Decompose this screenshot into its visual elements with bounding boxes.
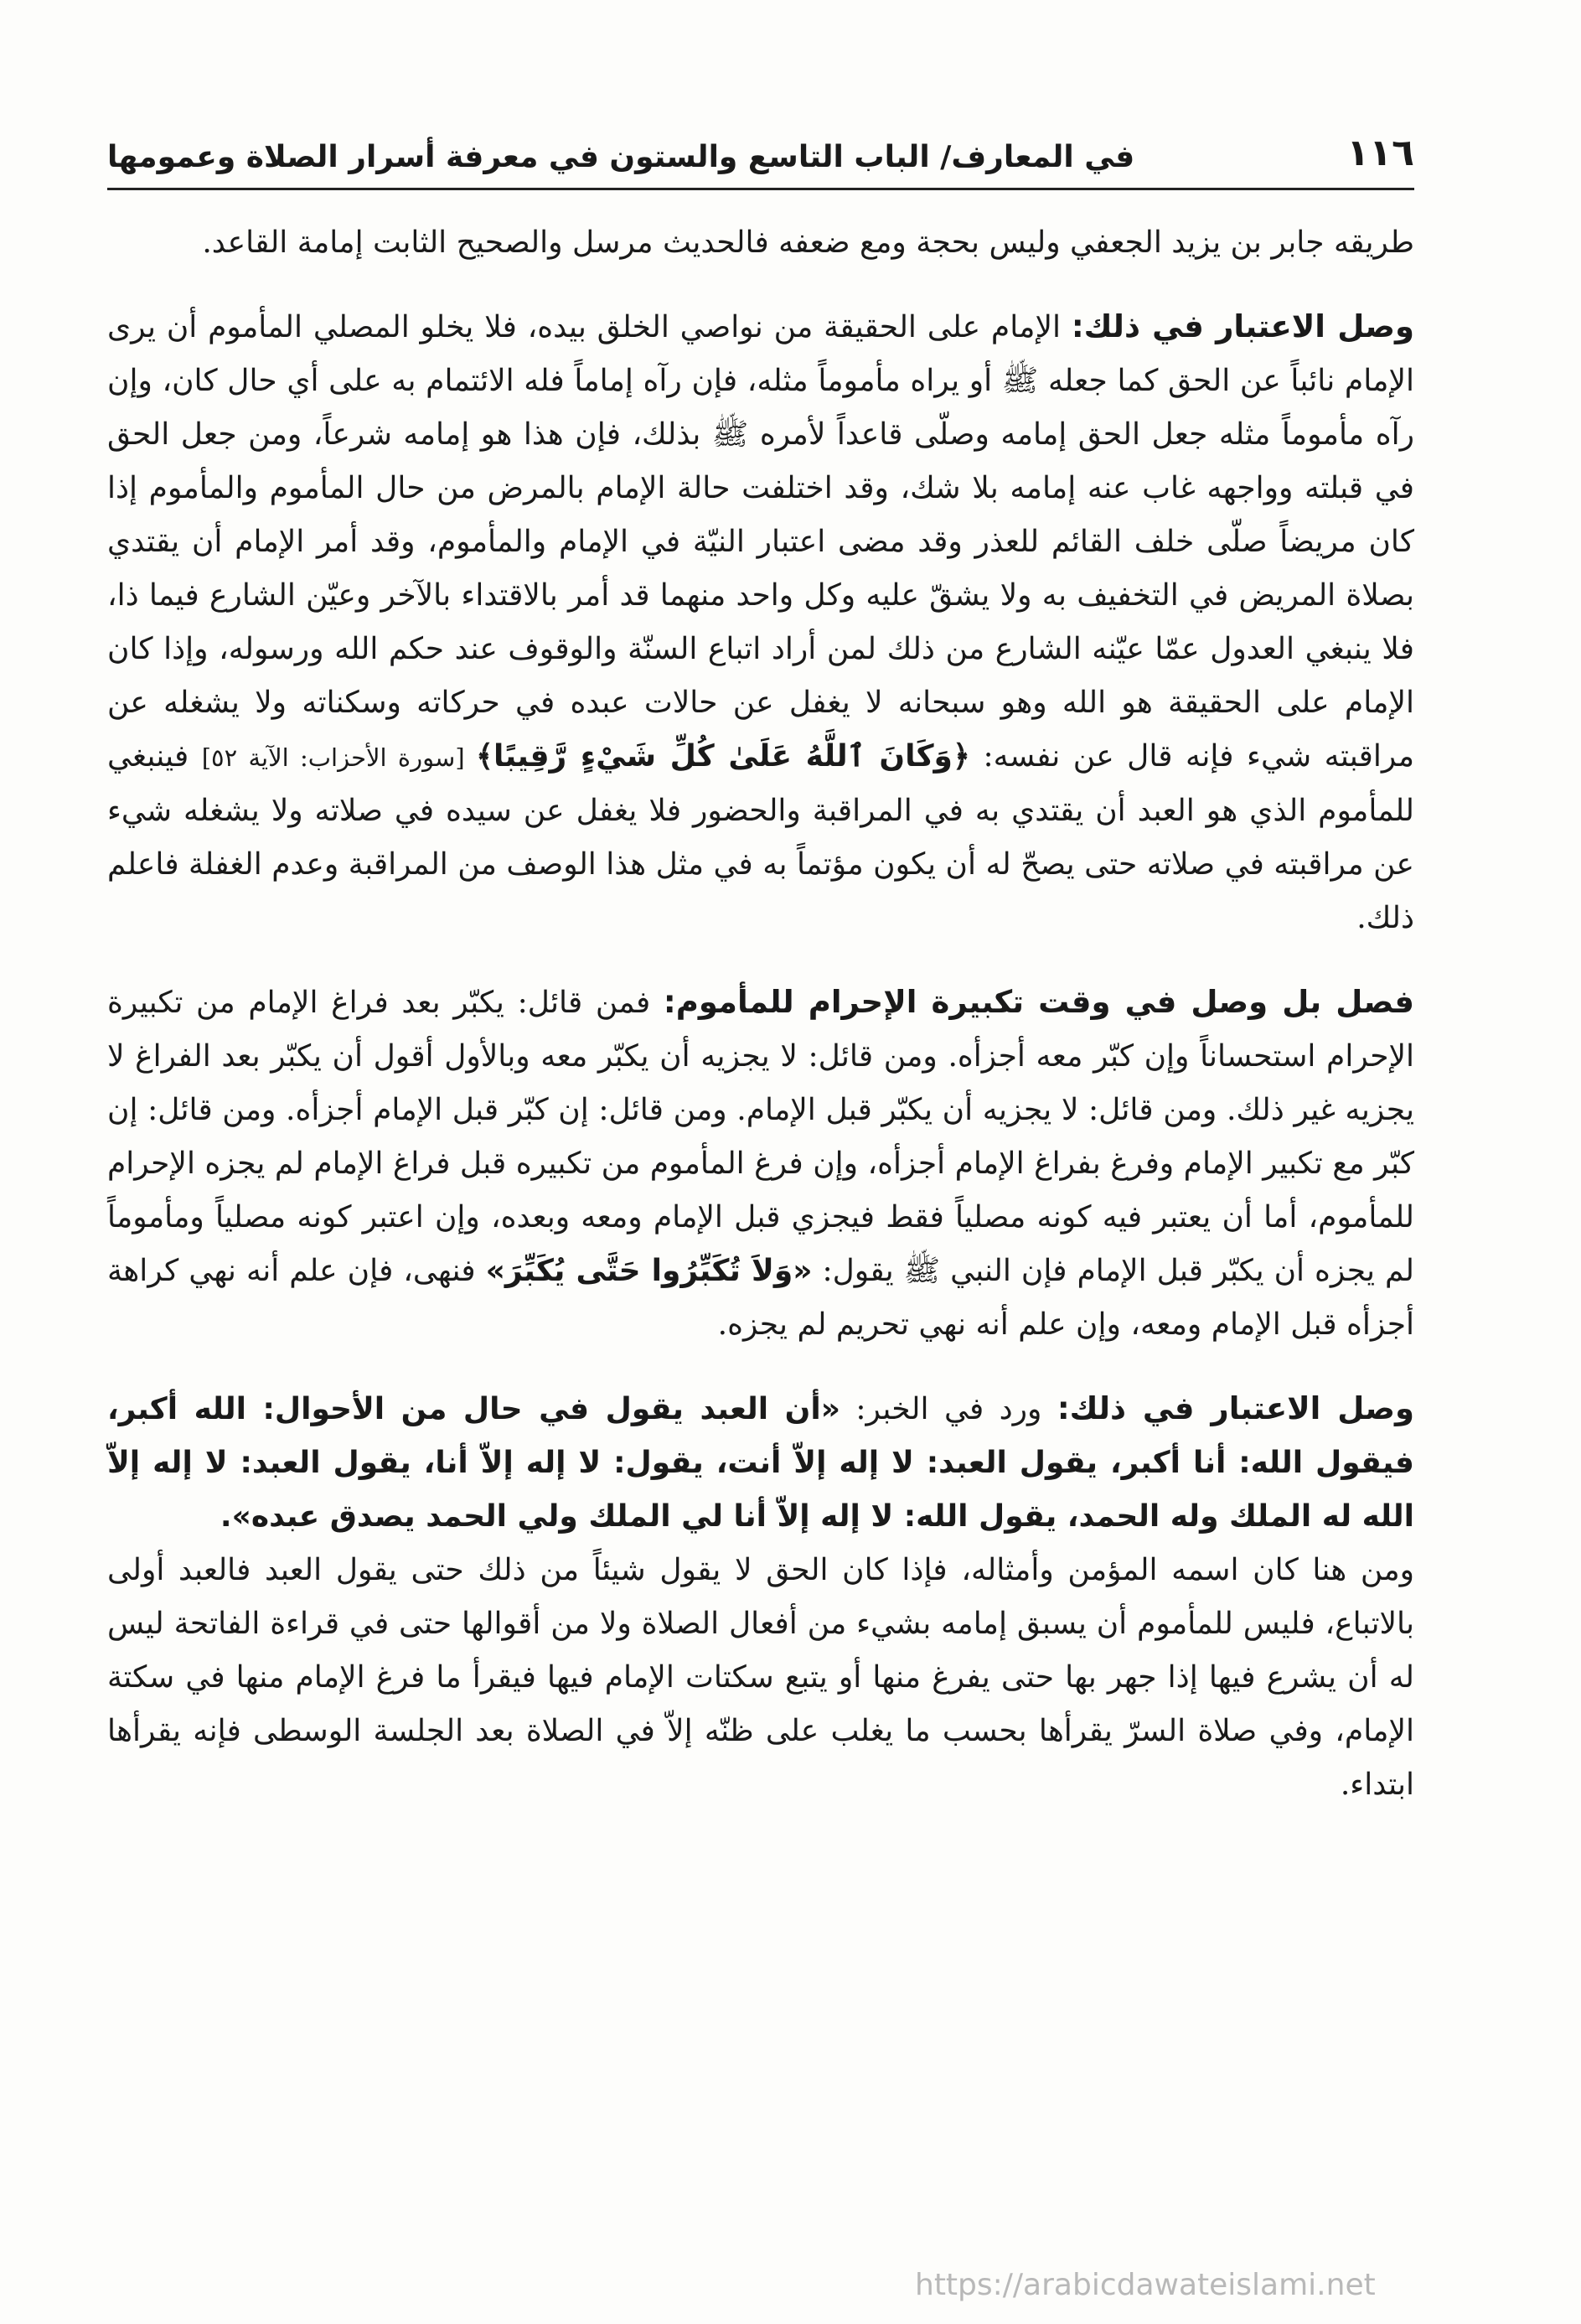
- paragraph-text: فينبغي للمأموم الذي هو العبد أن يقتدي به في المراقبة والحضور فلا يغفل عن سيده في صلاته ولا يشغله شيء عن مراقبته في صلاته حتى يصحّ له أن يكون مؤتماً به في مثل هذا الوصف من المراقبة وعدم الغفلة فاعلم ذلك.: [107, 739, 1414, 935]
- header-divider: [107, 188, 1414, 190]
- paragraph-3: [107, 976, 1414, 1352]
- paragraph-text: فمن قائل: يكبّر بعد فراغ الإمام من تكبيرة الإحرام استحساناً وإن كبّر معه أجزأه. ومن قائل: لا يجزيه أن يكبّر معه وبالأول أقول أن يكبّر بعد الفراغ لا يجزيه غير ذلك. ومن قائل: لا يجزيه أن يكبّر قبل الإمام. ومن قائل: إن كبّر قبل الإمام أجزأه. ومن قائل: إن كبّر مع تكبير الإمام وفرغ بفراغ الإمام أجزأه، وإن فرغ المأموم من تكبيره قبل فراغ الإمام لم يجزه الإحرام للمأموم، أما أن يعتبر فيه كونه مصلياً فقط فيجزي قبل الإمام ومعه وبعده، وإن اعتبر كونه مصلياً ومأموماً لم يجزه أن يكبّر قبل الإمام فإن النبي ﷺ يقول:: [107, 986, 1414, 1288]
- body-text: [107, 216, 1414, 1812]
- section-heading: وصل الاعتبار في ذلك:: [1071, 308, 1415, 344]
- paragraph-1: [107, 216, 1414, 270]
- quran-verse: ﴿وَكَانَ ٱللَّهُ عَلَىٰ كُلِّ شَيْءٍ رَّقِيبًا﴾: [475, 739, 971, 774]
- paragraph-text: فنهى، فإن علم أنه نهي كراهة أجزأه قبل الإمام ومعه، وإن علم أنه نهي تحريم لم يجزه.: [107, 1254, 1414, 1342]
- verse-reference: [سورة الأحزاب: الآية ٥٢]: [201, 743, 476, 772]
- page-number: ١١٦: [1346, 132, 1414, 174]
- watermark-url: https://arabicdawateislami.net: [915, 2268, 1376, 2302]
- paragraph-5: [107, 1544, 1414, 1812]
- section-heading: فصل بل وصل في وقت تكبيرة الإحرام للمأموم:: [663, 984, 1415, 1020]
- paragraph-text: طريقه جابر بن يزيد الجعفي وليس بحجة ومع ضعفه فالحديث مرسل والصحيح الثابت إمامة القاعد.: [202, 225, 1414, 260]
- hadith-quote: «أن العبد يقول في حال من الأحوال: الله أكبر، فيقول الله: أنا أكبر، يقول العبد: لا إله إلاّ أنت، يقول: لا إله إلاّ أنا، يقول العبد: لا إله إلاّ الله له الملك وله الحمد، يقول الله: لا إله إلاّ أنا لي الملك ولي الحمد يصدق عبده».: [107, 1392, 1414, 1534]
- running-title: في المعارف/ الباب التاسع والستون في معرفة أسرار الصلاة وعمومها: [107, 140, 1135, 174]
- paragraph-text: ومن هنا كان اسمه المؤمن وأمثاله، فإذا كان الحق لا يقول شيئاً من ذلك حتى يقول العبد فالعبد أولى بالاتباع، فليس للمأموم أن يسبق إمامه بشيء من أفعال الصلاة ولا من أقوالها حتى في قراءة الفاتحة ليس له أن يشرع فيها إذا جهر بها حتى يفرغ منها أو يتبع سكتات الإمام فيها فيقرأ ما فرغ الإمام منها في سكتة الإمام، وفي صلاة السرّ يقرأها بحسب ما يغلب على ظنّه إلاّ في الصلاة بعد الجلسة الوسطى فإنه يقرأها ابتداء.: [107, 1553, 1414, 1802]
- page-header: [107, 116, 1414, 174]
- paragraph-4: [107, 1382, 1414, 1544]
- paragraph-text: ورد في الخبر:: [840, 1392, 1057, 1426]
- paragraph-text: الإمام على الحقيقة من نواصي الخلق بيده، فلا يخلو المصلي المأموم أن يرى الإمام نائباً عن الحق كما جعله ﷺ أو يراه مأموماً مثله، فإن رآه إماماً فله الائتمام به على أي حال كان، وإن رآه مأموماً مثله جعل الحق إمامه وصلّى قاعداً لأمره ﷺ بذلك، فإن هذا هو إمامه شرعاً، ومن جعل الحق في قبلته وواجهه غاب عنه إمامه بلا شك، وقد اختلفت حالة الإمام بالمرض من حال المأموم والمأموم إذا كان مريضاً صلّى خلف القائم للعذر وقد مضى اعتبار النيّة في الإمام والمأموم، وقد أمر الإمام أن يقتدي بصلاة المريض في التخفيف به ولا يشقّ عليه وكل واحد منهما قد أمر بالاقتداء بالآخر وعيّن الشارع فيما ذا، فلا ينبغي العدول عمّا عيّنه الشارع من ذلك لمن أراد اتباع السنّة والوقوف عند حكم الله ورسوله، وإذا كان الإمام على الحقيقة هو الله وهو سبحانه لا يغفل عن حالات عبده في حركاته وسكناته ولا يشغله عن مراقبته شيء فإنه قال عن نفسه:: [107, 310, 1415, 774]
- section-heading: وصل الاعتبار في ذلك:: [1057, 1390, 1414, 1426]
- paragraph-2: [107, 300, 1414, 945]
- hadith-quote: «وَلاَ تُكَبِّرُوا حَتَّى يُكَبِّرَ»: [485, 1254, 813, 1288]
